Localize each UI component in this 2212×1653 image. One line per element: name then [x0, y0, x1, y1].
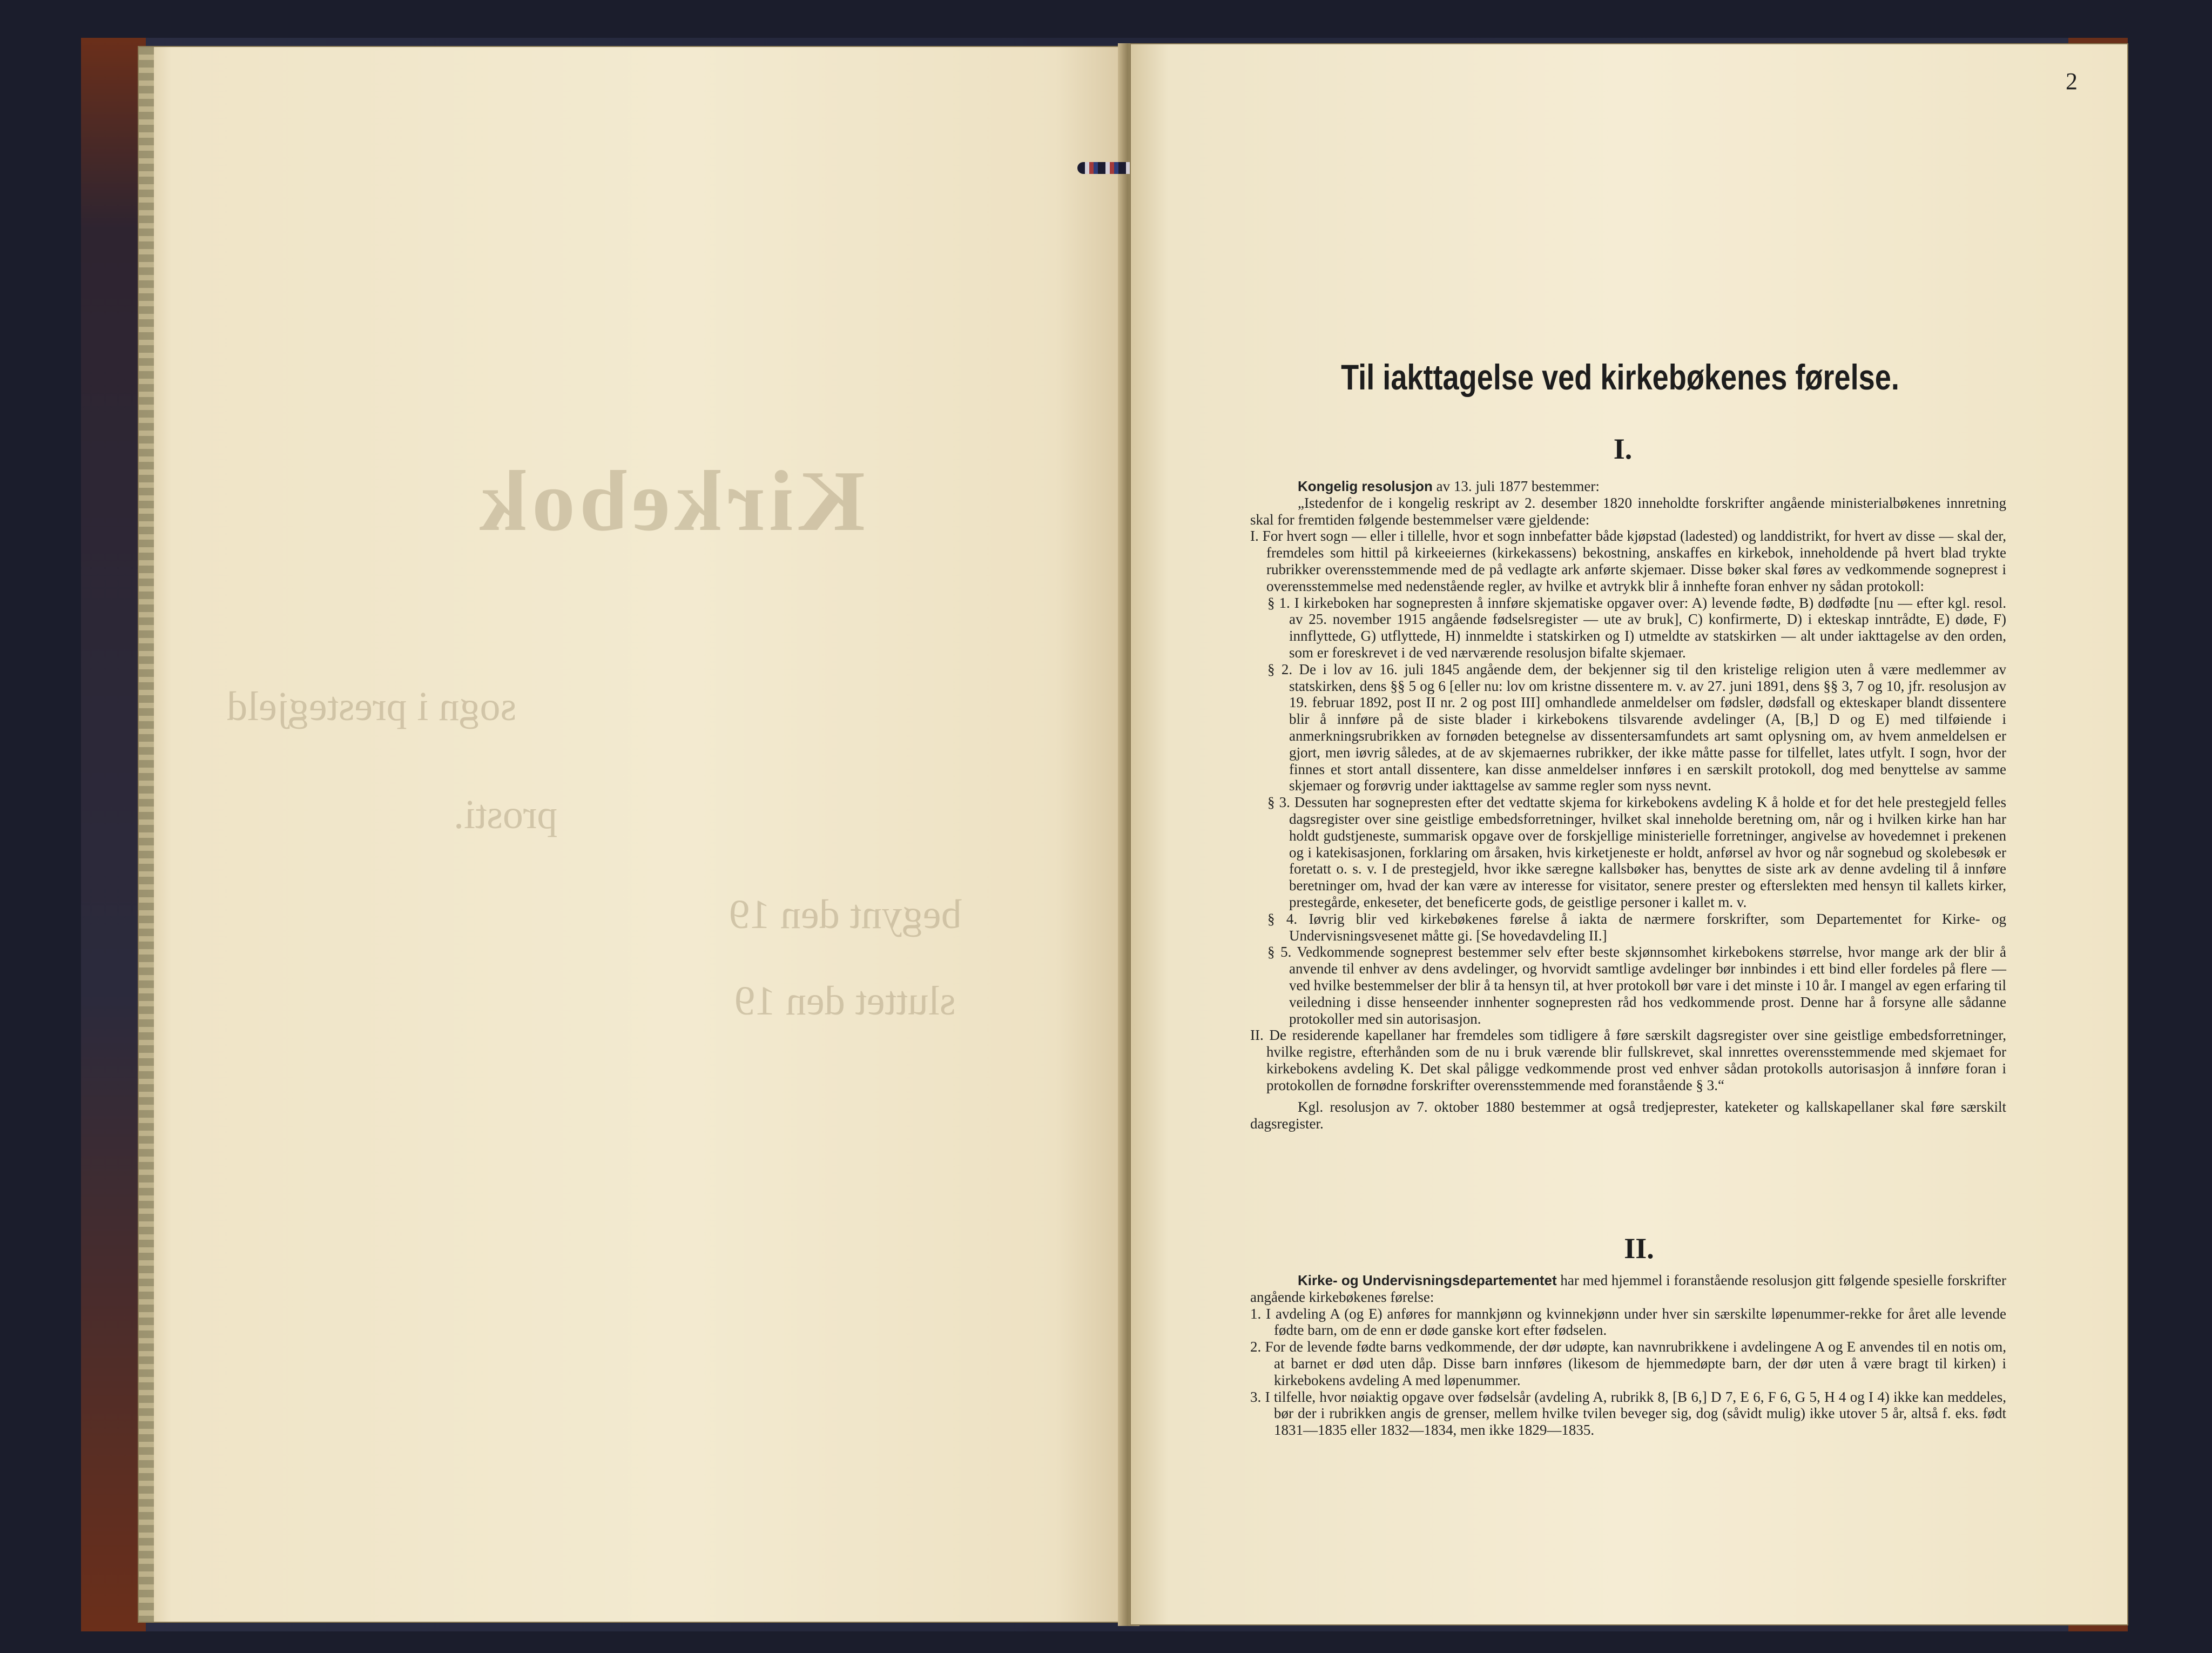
- section-heading-2: II.: [1624, 1232, 1654, 1265]
- department-intro: [1250, 1272, 2006, 1306]
- page-number: 2: [2066, 68, 2078, 95]
- department-lead-bold: Kirke- og Undervisningsdepartementet: [1298, 1272, 1557, 1288]
- left-page-title: Kirkebok: [475, 453, 865, 549]
- leather-binding-left: [81, 38, 146, 1631]
- paragraph-5: § 5. Vedkommende sogneprest bestemmer selv efter beste skjønnsomhet kirkebokens størrelse, hvor mange ark der blir å anvende til enhver av dens avdelinger, og hvorvidt samtlige avdelinger bør innbindes i ett bind eller fordeles på flere — ved hvilke bestemmelser der blir å ta hensyn til, at hver protokoll bør vare i det minste i 10 år. I mangel av egen erfaring til veiledning i disse henseender innhenter sognepresten råd hos vedkommende prost. Denne har å forsyne alle sådanne protokoller med sin autorisasjon.: [1267, 944, 2006, 1027]
- resolution-lead-rest: av 13. juli 1877 bestemmer:: [1432, 478, 1600, 494]
- rule-2: 2. For de levende fødte barns vedkommende, der dør udøpte, kan navnrubrikkene i avdelingene A og E anvendes til en notis om, at barnet er død uten dåp. Disse barn innføres (likesom de hjemmedøpte barn, der dør uten å være bragt til kirken) i kirkebokens avdeling A med løpenummer.: [1250, 1339, 2006, 1388]
- section-heading-1: I.: [1613, 433, 1633, 465]
- department-lead-rest: har med hjemmel i foranstående resolusjon gitt følgende spesielle forskrifter angående kirkebøkenes førelse:: [1250, 1272, 2006, 1305]
- resolution-intro: [1250, 478, 2006, 495]
- marbled-edge: [139, 47, 154, 1622]
- rule-1: 1. I avdeling A (og E) anføres for mannkjønn og kvinnekjønn under hver sin særskilte løpenummer-rekke for året alle levende fødte barn, om de enn er døde ganske kort efter fødselen.: [1250, 1305, 2006, 1339]
- left-page-parish-line: sogn i prestegjeld: [227, 684, 517, 729]
- resolution-lead-bold: Kongelig resolusjon: [1298, 478, 1433, 494]
- paragraph-1: § 1. I kirkeboken har sognepresten å innføre skjematiske opgaver over: A) levende fødte, B) dødfødte [nu — efter kgl. resol. av 25. november 1915 angående fødselsregister — ute av bruk], C) konfirmerte, D) i ekteskap inntrådte, E) døde, F) innflyttede, G) utflyttede, H) innmeldte i statskirken og I) utmeldte av statskirken — alt under iakttagelse av den orden, som er foreskrevet i de ved nærværende resolusjon bifalte skjemaer.: [1267, 594, 2006, 661]
- rule-3: 3. I tilfelle, hvor nøiaktig opgave over fødselsår (avdeling A, rubrikk 8, [B 6,] D 7, E 6, F 6, G 5, H 4 og I 4) ikke kan meddeles, bør der i rubrikken angis de grenser, mellem hvilke tvilen beveger sig, dog (såvidt mulig) ikke utover 5 år, altså f. eks. født 1831—1835 eller 1832—1834, men ikke 1829—1835.: [1250, 1388, 2006, 1439]
- paragraph-2: § 2. De i lov av 16. juli 1845 angående dem, der bekjenner sig til den kristelige religion uten å være medlemmer av statskirken, dens §§ 5 og 6 [eller nu: lov om kristne dissentere m. v. av 27. juni 1891, dens §§ 3, 7 og 10, jfr. resolusjon av 19. februar 1892, post II nr. 2 og post III] omhandlede anmeldelser om fødsler, dødsfall og ekteskaper blandt dissentere blir å innføre på de siste blader i kirkebokens tilsvarende avdelinger (A, [B,] D og E) med tilføiende i anmerkningsrubrikken av fornøden betegnelse av dissentersamfundets art samt oplysning om, av hvem anmeldelsen er gjort, men iøvrig således, at de av skjemaernes rubrikker, der ikke måtte passe for tilfellet, lates utfylt. I sogn, hvor der finnes et stort antall dissentere, kan disse anmeldelser innføres i en særskilt protokoll, dog med benyttelse av samme skjemaer og forøvrig under iakttagelse av samme regler som nyss nevnt.: [1267, 661, 2006, 794]
- left-page-ended-line: sluttet den 19: [734, 978, 956, 1024]
- article-II: II. De residerende kapellaner har fremdeles som tidligere å føre særskilt dagsregister over sine geistlige embedsforretninger, hvilke registre, efterhånden som de nu i bruk værende blir fullskrevet, skal innrettes overensstemmende med skjemaet for kirkebokens avdeling K. Det skal påligge vedkommende prost ved enhver sådan protokolls autorisasjon å innføre foran i protokollen de fornødne forskrifter overensstemmende med foranstående § 3.“: [1250, 1027, 2006, 1093]
- left-page: [138, 46, 1136, 1623]
- article-I: I. For hvert sogn — eller i tillelle, hvor et sogn innbefatter både kjøpstad (ladested) og landdistrikt, for hvert av disse — skal der, fremdeles som hittil på kirkeeiernes (kirkekassens) bekostning, anskaffes en kirkebok, inneholdende på hvert blad trykte rubrikker overensstemmende med de på vedlagte ark anførte skjemaer. Disse bøker skal føres av vedkommende sogneprest i overensstemmelse med nedenstående regler, av hvilke et avtrykk blir å innhefte foran enhver ny sådan protokoll:: [1250, 528, 2006, 594]
- section-1-text: [1250, 478, 2006, 1132]
- paragraph-4: § 4. Iøvrig blir ved kirkebøkenes førelse å iakta de nærmere forskrifter, som Departementet for Kirke- og Undervisningsvesenet måtte gi. [Se hovedavdeling II.]: [1267, 910, 2006, 944]
- section-2-text: [1250, 1272, 2006, 1439]
- resolution-1880: Kgl. resolusjon av 7. oktober 1880 bestemmer at også tredjeprester, kateketer og kallskapellaner skal føre særskilt dagsregister.: [1250, 1099, 2006, 1132]
- page-title: Til iakttagelse ved kirkebøkenes førelse.: [1341, 357, 1899, 397]
- paragraph-3: § 3. Dessuten har sognepresten efter det vedtatte skjema for kirkebokens avdeling K å holde et for det hele prestegjeld felles dagsregister over sine geistlige embedsforretninger, hvilket skal inneholde beretning om, når og i hvilken kirke han har holdt gudstjeneste, summarisk opgave over de forskjellige ministerielle forretninger, angivelse av hovedemnet i prekenen og i katekisasjonen, forklaring om årsaken, hvis kirketjeneste er holdt, anførsel av hvor og når sognebud og skolebesøk er foretatt o. s. v. I de prestegjeld, hvor ikke særegne kallsbøker has, benyttes de siste ark av denne avdeling til å innføre beretninger om, hvad der kan være av interesse for visitator, senere prester og efterslekten med hensyn til kallets kirker, prestegårde, enkeseter, det beneficerte gods, de geistlige personer i kallet m. v.: [1267, 794, 2006, 910]
- left-page-deanery-line: prosti.: [454, 792, 558, 837]
- resolution-quote: „Istedenfor de i kongelig reskript av 2. desember 1820 inneholdte forskrifter angående ministerialbøkenes innretning skal for fremtiden følgende bestemmelser være gjeldende:: [1250, 494, 2006, 528]
- left-page-begun-line: begynt den 19: [729, 892, 962, 937]
